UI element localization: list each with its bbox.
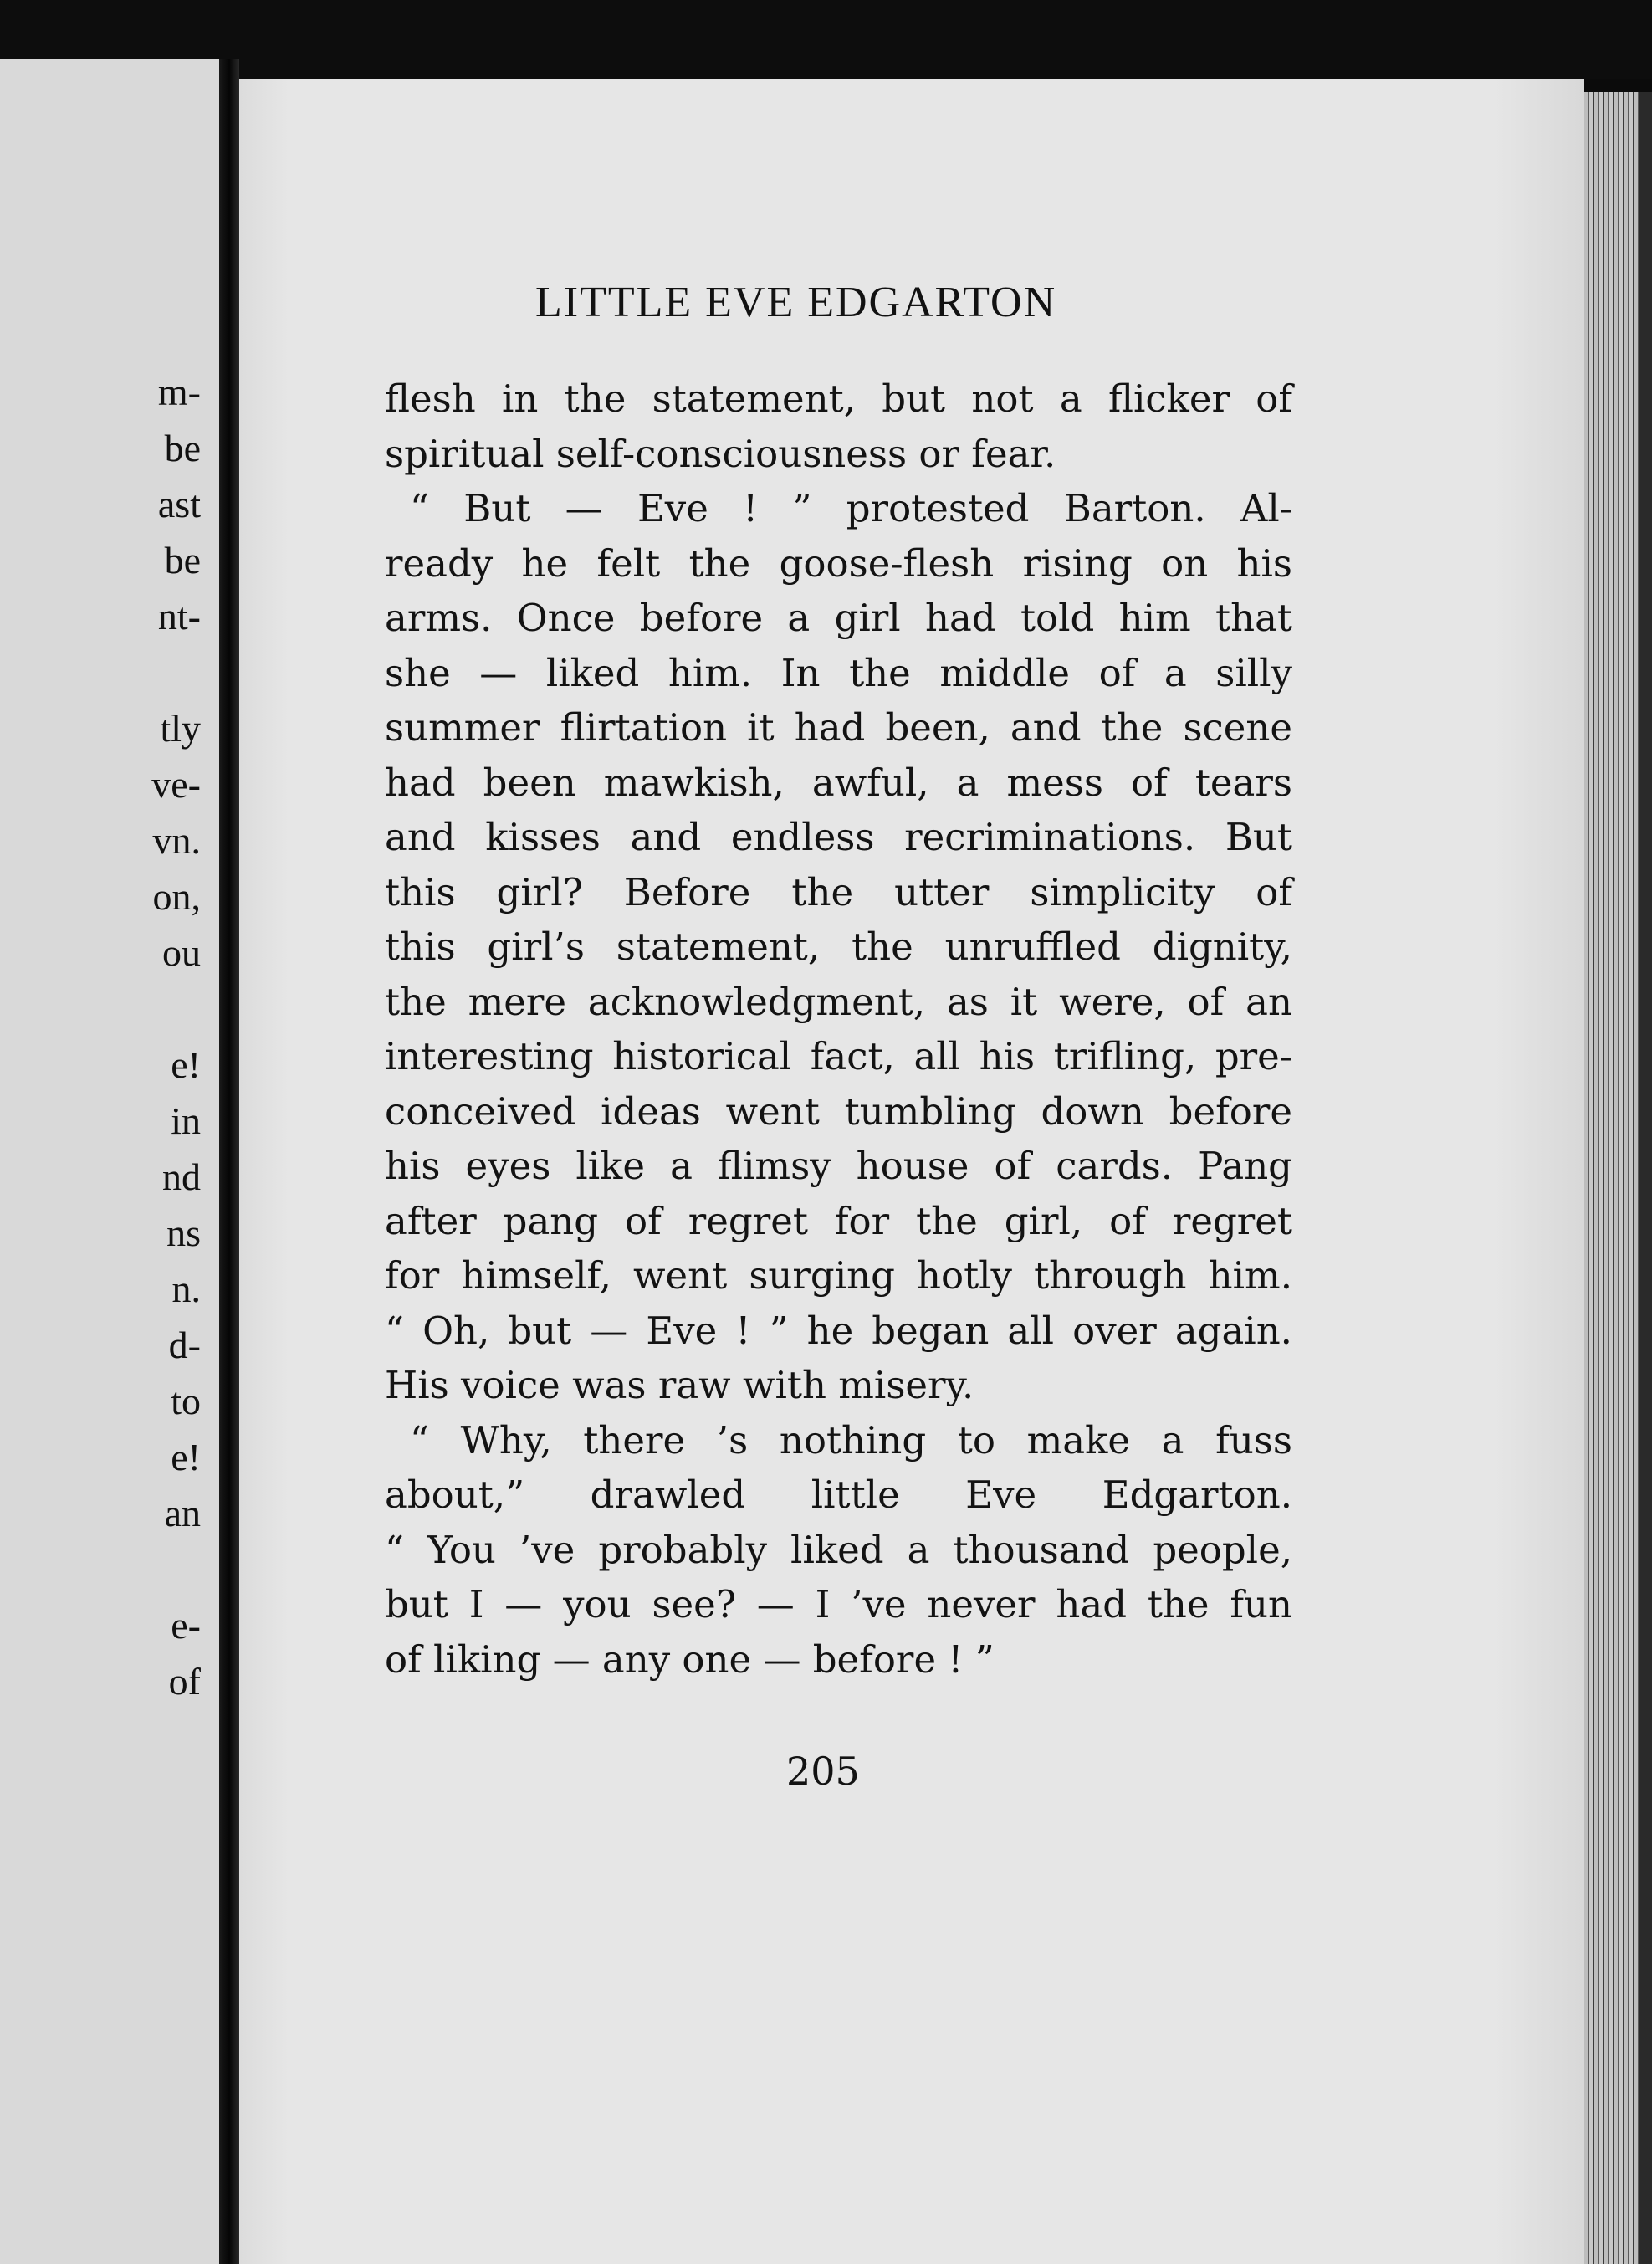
- text-line: arms. Once before a girl had told him that: [385, 596, 1292, 640]
- text-line: for himself, went surging hotly through him.: [385, 1253, 1292, 1298]
- text-line: conceived ideas went tumbling down before: [385, 1088, 1292, 1134]
- previous-page-fragment: n.: [171, 1268, 201, 1310]
- text-line: this girl? Before the utter simplicity of: [385, 869, 1292, 914]
- text-line: after pang of regret for the girl, of regret: [385, 1198, 1292, 1243]
- previous-page-fragment: ve-: [151, 763, 201, 806]
- previous-page-fragment: nt-: [157, 595, 201, 638]
- book-gutter: [219, 59, 239, 2264]
- previous-page-fragment: in: [171, 1099, 201, 1142]
- previous-page-fragment: to: [171, 1380, 201, 1422]
- previous-page-fragment: tly: [160, 707, 201, 750]
- text-line: his eyes like a flimsy house of cards. Pang: [385, 1144, 1292, 1188]
- text-line: flesh in the statement, but not a flicker of: [385, 376, 1292, 421]
- text-line: “ But — Eve ! ” protested Barton. Al-: [410, 486, 1292, 530]
- previous-page-fragment: ast: [157, 483, 201, 525]
- text-line: summer flirtation it had been, and the scene: [385, 705, 1292, 750]
- text-line: “ You ’ve probably liked a thousand people,: [385, 1527, 1292, 1572]
- text-line: spiritual self-consciousness or fear.: [385, 431, 1056, 476]
- previous-page-fragment: be: [164, 427, 201, 469]
- text-line: the mere acknowledgment, as it were, of an: [385, 979, 1292, 1024]
- previous-page-fragment: on,: [152, 875, 201, 918]
- previous-page-fragment: e-: [171, 1604, 201, 1647]
- text-line: “ Why, there ’s nothing to make a fuss: [410, 1417, 1292, 1462]
- previous-page-fragment: vn.: [152, 819, 201, 862]
- text-line: had been mawkish, awful, a mess of tears: [385, 760, 1292, 805]
- text-line: “ Oh, but — Eve ! ” he began all over again.: [385, 1308, 1292, 1353]
- previous-page-fragment: nd: [162, 1155, 201, 1198]
- previous-page-edge: [0, 59, 219, 2264]
- previous-page-fragment: be: [164, 539, 201, 581]
- text-line: this girl’s statement, the unruffled dignity,: [385, 925, 1292, 969]
- page-number: 205: [786, 1749, 860, 1794]
- previous-page-fragment: m-: [157, 371, 201, 413]
- text-line: of liking — any one — before ! ”: [385, 1637, 995, 1682]
- text-line: but I — you see? — I ’ve never had the fun: [385, 1582, 1292, 1626]
- previous-page-fragment: e!: [171, 1043, 201, 1086]
- previous-page-fragment: e!: [171, 1436, 201, 1478]
- text-line: His voice was raw with misery.: [385, 1363, 974, 1407]
- text-line: interesting historical fact, all his trifling, pre-: [385, 1034, 1292, 1078]
- text-line: she — liked him. In the middle of a silly: [385, 650, 1292, 695]
- running-head: LITTLE EVE EDGARTON: [535, 279, 1057, 326]
- scan-top-border: [0, 0, 1652, 79]
- previous-page-fragment: d-: [168, 1324, 201, 1366]
- text-line: about,” drawled little Eve Edgarton.: [385, 1473, 1292, 1517]
- text-line: ready he felt the goose-flesh rising on his: [385, 540, 1292, 586]
- previous-page-fragment: of: [168, 1660, 201, 1703]
- text-line: and kisses and endless recriminations. But: [385, 815, 1292, 859]
- previous-page-fragment: ou: [162, 931, 201, 974]
- previous-page-fragment: an: [164, 1492, 201, 1534]
- previous-page-fragment: ns: [166, 1211, 201, 1254]
- scan-right-border: [1639, 92, 1652, 2264]
